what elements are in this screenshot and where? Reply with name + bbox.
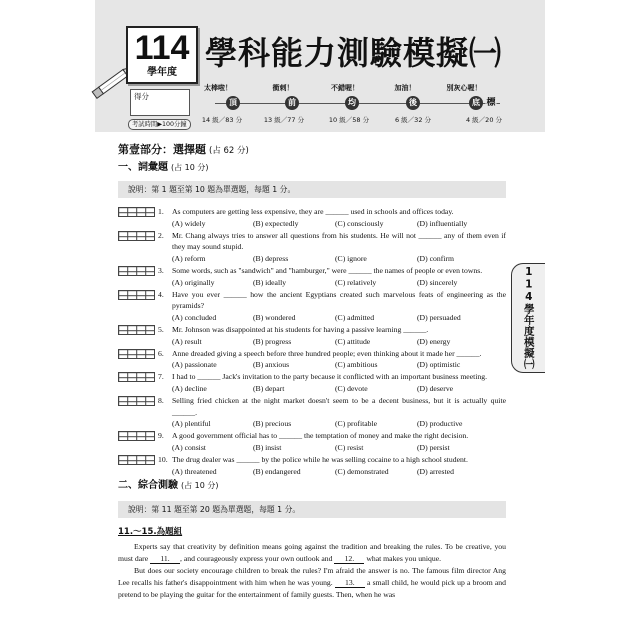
question-number: 5. [158,324,164,334]
passage-blank: 11. [150,554,180,564]
answer-grid [118,431,155,441]
question-number: 9. [158,431,164,441]
option-a: (A) widely [172,218,206,228]
page-title: 學科能力測驗模擬㈠ [205,34,503,72]
answer-grid [118,207,155,217]
options [172,359,506,371]
option-b: (B) ideally [253,277,287,287]
option-a: (A) passionate [172,360,217,370]
answer-grid [118,349,155,359]
answer-grid [118,372,155,382]
option-d: (D) confirm [417,254,454,264]
option-d: (D) sincerely [417,277,458,287]
option-d: (D) deserve [417,383,454,393]
question-9 [118,430,506,454]
answer-grid [118,290,155,300]
option-c: (C) ambitious [335,360,378,370]
options [172,442,506,454]
answer-grid [118,266,155,276]
option-d: (D) arrested [417,466,454,476]
instruction-box: 說明：第 1 題至第 10 題為單選題，每題 1 分。 [118,181,506,198]
option-c: (C) resist [335,442,364,452]
question-stem: Mr. Johnson was disappointed at his students for having a passive learning ______. [172,324,429,334]
level-mark-badge: 均 [345,96,359,110]
answer-grid [118,396,155,406]
level-mark-badge: 底 [469,96,483,110]
option-d: (D) influentially [417,218,468,228]
question-6 [118,348,506,372]
option-a: (A) plentiful [172,419,211,429]
option-c: (C) profitable [335,419,378,429]
level-cheer: 加油！ [394,84,416,92]
option-d: (D) productive [417,419,463,429]
year-number: 114 [134,29,190,67]
option-b: (B) depress [253,254,289,264]
options [172,383,506,395]
options [172,418,506,430]
cloze-passage [118,541,506,600]
question-stem: Mr. Chang always tries to answer all questions from his students. He will not ______ any of them even if they may sound stupid. [172,230,506,252]
option-a: (A) originally [172,277,215,287]
answer-grid [118,325,155,335]
option-a: (A) consist [172,442,206,452]
question-3 [118,265,506,289]
score-label: 得分 [134,92,149,101]
level-result: 6 級／32 分 [394,116,432,124]
option-b: (B) anxious [253,360,290,370]
question-stem: I had to ______ Jack's invitation to the party because it conflicted with an important business meeting. [172,372,488,382]
question-stem: The drug dealer was ______ by the police while he was selling cocaine to a high school student. [172,454,468,464]
question-7 [118,371,506,395]
section-title: 二、綜合測驗 [118,480,178,492]
option-b: (B) endangered [253,466,301,476]
question-1 [118,206,506,230]
question-number: 7. [158,372,164,382]
level-result: 10 級／58 分 [328,116,370,124]
option-a: (A) reform [172,254,206,264]
passage-text: , and courageously express your own outlook and [180,554,335,564]
passage-text: But does our society encourage children to break the rules? I'm afraid the answer is no. The famous film director Ang Lee recalls his father's disappointment with him when he was young. [118,565,506,587]
option-d: (D) persist [417,442,450,452]
level-cheer: 別灰心喔！ [446,84,482,92]
answer-grid [118,455,155,465]
question-number: 4. [158,289,164,299]
level-mark-badge: 後 [406,96,420,110]
options [172,218,506,230]
options [172,336,506,348]
answer-grid [118,231,155,241]
option-a: (A) threatened [172,466,217,476]
option-c: (C) devote [335,383,368,393]
section-heading-cloze [118,479,506,493]
option-d: (D) persuaded [417,313,461,323]
side-tab-label: 114學年度模擬㈠ [522,266,535,370]
year-badge [126,26,198,84]
level-mark-badge: 頂 [226,96,240,110]
option-c: (C) ignore [335,254,367,264]
score-box [130,89,190,116]
question-group-label: 11.～15.為題組 [118,527,183,538]
option-c: (C) demonstrated [335,466,389,476]
question-5 [118,324,506,348]
options [172,312,506,324]
passage-blank: 12. [334,554,364,564]
passage-blank: 13. [335,578,365,588]
level-result: 14 級／83 分 [201,116,243,124]
option-d: (D) optimistic [417,360,461,370]
question-number: 1. [158,207,164,216]
passage-text: Experts say that creativity by definition means going against the tradition and breaking the rules. To be creative, you must dare [118,542,506,564]
question-4 [118,289,506,324]
section-score: (占 10 分) [171,163,209,172]
part-score: (占 62 分) [209,146,249,156]
option-a: (A) concluded [172,313,217,323]
option-c: (C) attitude [335,336,371,346]
level-result: 13 級／77 分 [263,116,305,124]
passage-paragraph [118,565,506,600]
option-c: (C) admitted [335,313,375,323]
question-number: 6. [158,348,164,358]
instruction-box: 說明：第 11 題至第 20 題為單選題，每題 1 分。 [118,501,506,518]
question-stem: Have you ever ______ how the ancient Egyptians created such marvelous feats of engineering as the pyramids? [172,289,506,311]
level-mark-badge: 前 [285,96,299,110]
level-cheer: 不錯喔！ [331,84,359,92]
question-number: 10. [158,454,168,464]
question-stem: Selling fried chicken at the night market doesn't seem to be a decent business, but it is actually quite ______. [172,395,506,417]
option-d: (D) energy [417,336,451,346]
level-result: 4 級／20 分 [465,116,503,124]
question-10 [118,454,506,478]
option-c: (C) consciously [335,218,384,228]
level-mark-suffix: 標 [486,98,496,108]
option-b: (B) depart [253,383,285,393]
option-b: (B) precious [253,419,292,429]
option-b: (B) progress [253,336,292,346]
option-b: (B) wondered [253,313,296,323]
exam-time-label: 考試時間▶100分鐘 [128,119,191,130]
options [172,277,506,289]
question-2 [118,230,506,265]
part-heading [118,142,506,159]
year-label: 學年度 [147,67,177,78]
option-b: (B) expectedly [253,218,299,228]
level-cheer: 太棒啦！ [204,84,232,92]
question-number: 2. [158,230,164,240]
passage-text: a small child, he would pick up a broom and pretend to be playing the guitar for the entertainment of family guests. Then, when he was [118,577,506,599]
passage-paragraph [118,541,506,565]
question-stem: A good government official has to ______ the temptation of money and make the right decision. [172,431,469,441]
option-a: (A) result [172,336,202,346]
part-title: 第壹部分：選擇題 [118,143,206,156]
question-stem: As computers are getting less expensive, they are ______ used in schools and offices today. [172,207,454,216]
level-cheer: 衝刺！ [272,84,294,92]
option-c: (C) relatively [335,277,377,287]
question-number: 8. [158,395,164,405]
option-a: (A) decline [172,383,207,393]
options [172,466,506,478]
passage-text: what makes you unique. [364,554,442,564]
section-heading-vocabulary [118,161,506,175]
question-list [118,206,506,477]
section-title: 一、詞彙題 [118,162,168,173]
question-stem: Some words, such as "sandwich" and "hamburger," were ______ the names of people or even towns. [172,265,483,275]
options [172,253,506,265]
question-8 [118,395,506,430]
option-b: (B) insist [253,442,282,452]
exam-body [118,142,506,600]
question-stem: Anne dreaded giving a speech before three hundred people; even thinking about it made her ______. [172,348,482,358]
section-score: (占 10 分) [181,481,219,491]
side-chapter-tab [511,263,545,373]
question-number: 3. [158,265,164,275]
